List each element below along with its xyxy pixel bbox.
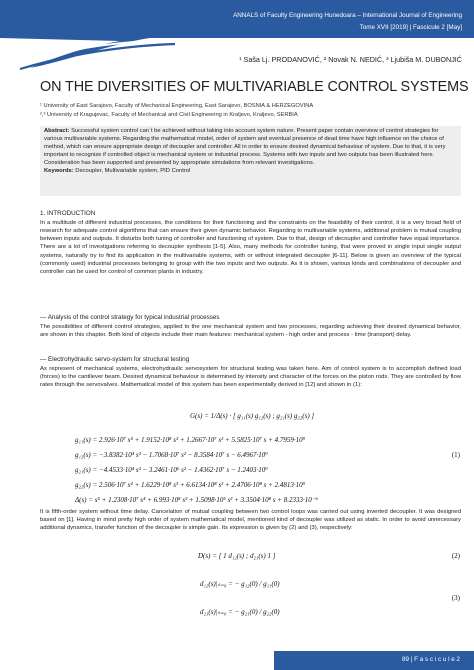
abstract-box	[40, 126, 461, 196]
equation-g21: g₂₁(s) = −4.4533·10⁴ s³ − 3.2461·10⁶ s² − 1.4362·10⁷ s − 1.2403·10⁹	[75, 466, 268, 474]
affiliation-2: ²,³ University of Kragujevac, Faculty of Mechanical and Civil Engineering in Kraljevo, Kraljevo, SERBIA	[40, 112, 298, 118]
equation-D: D(s) = [ 1 d₁₂(s) ; d₂₁(s) 1 ]	[198, 552, 276, 560]
servo-paragraph: As represent of mechanical systems, electrohydraulic servosystem for structural testing was taken here. Aim of control system is to accomplish defined load (forces) to the cantilever beam. Desired dynamical behaviour is determined by intensity and character of the forces on the piston rods. They are controlled by flow rates through the servovalves. Mathematical model of this system has been experimentally derived in [12] and shown in (1):	[40, 366, 461, 389]
abstract-label: Abstract:	[44, 128, 70, 134]
subsection-heading-analysis: — Analysis of the control strategy for typical industrial processes	[40, 314, 220, 321]
keywords-label: Keywords:	[44, 167, 74, 174]
affiliation-1: ¹ University of East Sarajevo, Faculty of Mechanical Engineering, East Sarajevo, BOSNIA & HERZEGOVINA	[40, 103, 314, 109]
page-footer	[0, 651, 474, 670]
page-number: 89 | F a s c i c u l e 2	[402, 656, 460, 663]
equation-g12: g₁₂(s) = −3.8382·10⁴ s³ − 1.7068·10⁷ s² − 8.3584·10⁷ s − 6.4967·10⁹	[75, 451, 268, 459]
journal-header	[0, 0, 474, 44]
equation-G: G(s) = 1/Δ(s) · [ g₁₁(s) g₁₂(s) ; g₂₁(s) g₂₂(s) ]	[190, 412, 315, 420]
intro-paragraph: In a multitude of different industrial processes, the conditions for their functioning and the constraints on the feasibility of their control, it is a very broad field of research for adequate control algorithms that can ensure their given dynamic behavior. Regarding to multivariable systems, additional problem is mutual coupling between inputs and outputs. It disturbs both tuning of controller and functioning of system. Due to that, design of decoupler and controller have equal importance. There are a lot of investigations referring to decoupler synthesis [1-5]. Also, many methods for controller tuning, that were proved in single input single output systems, naturally try to find its application in the multivariable systems, with or without integrated decoupler [6-11]. Below is given an overview of the typical (commonly used) industrial processes belonging to group with the two inputs and two outputs. As it is shown, various kinds and combinations of decoupler and controller can be used for control of common plants in industry.	[40, 220, 461, 275]
equation-d21: d₂₁(s)|ₛ₌₀ = − g₂₁(0) / g₂₂(0)	[200, 608, 280, 616]
journal-issue: Tome XVII [2019] | Fascicule 2 [May]	[359, 24, 462, 31]
keywords-text: Decoupler, Multivariable system, PID Control	[73, 167, 191, 174]
equation-g11: g₁₁(s) = 2.926·10⁷ s⁴ + 1.9152·10⁸ s³ + 1.2667·10⁷ s² + 5.5825·10⁷ s + 4.7959·10⁹	[75, 436, 306, 444]
equation-number-1: (1)	[451, 451, 460, 459]
journal-name: ANNALS of Faculty Engineering Hunedoara – International Journal of Engineering	[233, 12, 462, 19]
section-heading-intro: 1. INTRODUCTION	[40, 210, 96, 217]
fifth-order-paragraph: It is fifth-order system without time delay. Cancelation of mutual coupling between two control loops was carried out using inverted decoupler. It was designed based on [1]. Having in mind pretty high order of system mathematical model, mentioned kind of decoupler was utilized as static. In order to avoid unnecessary additional dynamics, transfer function of the decoupler is simple gain. Its expression is given by (2) and (3), respectively:	[40, 509, 461, 532]
equation-d12: d₁₂(s)|ₛ₌₀ = − g₁₂(0) / g₁₁(0)	[200, 580, 280, 588]
analysis-paragraph: The possibilities of different control strategies, applied to the one mechanical system and two processes, regarding achieving their desired dynamical behavior, are shown in this chapter. Both kind of objects include their main features: mechanical system - high order and process - time (transport) delay.	[40, 324, 461, 339]
equation-delta: Δ(s) = s⁵ + 1.2308·10⁷ s⁴ + 6.993·10⁸ s³ + 1.5098·10⁵ s² + 3.3504·10⁸ s + 8.2333·10⁻⁶	[75, 496, 318, 504]
equation-number-3: (3)	[451, 594, 460, 602]
author-list: ¹ Saša Lj. PRODANOVIĆ, ² Novak N. NEDIĆ, ³ Ljubiša M. DUBONJIĆ	[239, 55, 462, 64]
equation-g22: g₂₂(s) = 2.506·10⁷ s⁴ + 1.6229·10⁸ s³ + 6.6134·10⁸ s² + 2.4706·10⁸ s + 2.4813·10⁹	[75, 481, 306, 489]
abstract-text: Successful system control can´t be achieved without taking into account system nature. Present paper contain overview of control strategies for various multivariable systems. Regarding the mathematical model, order of system and eventual presence of dead time have high influence on the choice of method, which can ensure appropriate design of decoupler and controller. All in order to ensure desired dynamical behaviour of system. Due to that, it is very important to recognize if controlled object is mechanical system or industrial process. Systems with two inputs and two outputs has been illustrated here. Consideration has been supported and presented by appropriate simulations from relevant investigations.	[44, 128, 446, 166]
subsection-heading-servo: — Electrohydraulic servo-system for structural testing	[40, 356, 190, 363]
paper-title: ON THE DIVERSITIES OF MULTIVARIABLE CONTROL SYSTEMS	[40, 79, 469, 95]
equation-number-2: (2)	[451, 552, 460, 560]
